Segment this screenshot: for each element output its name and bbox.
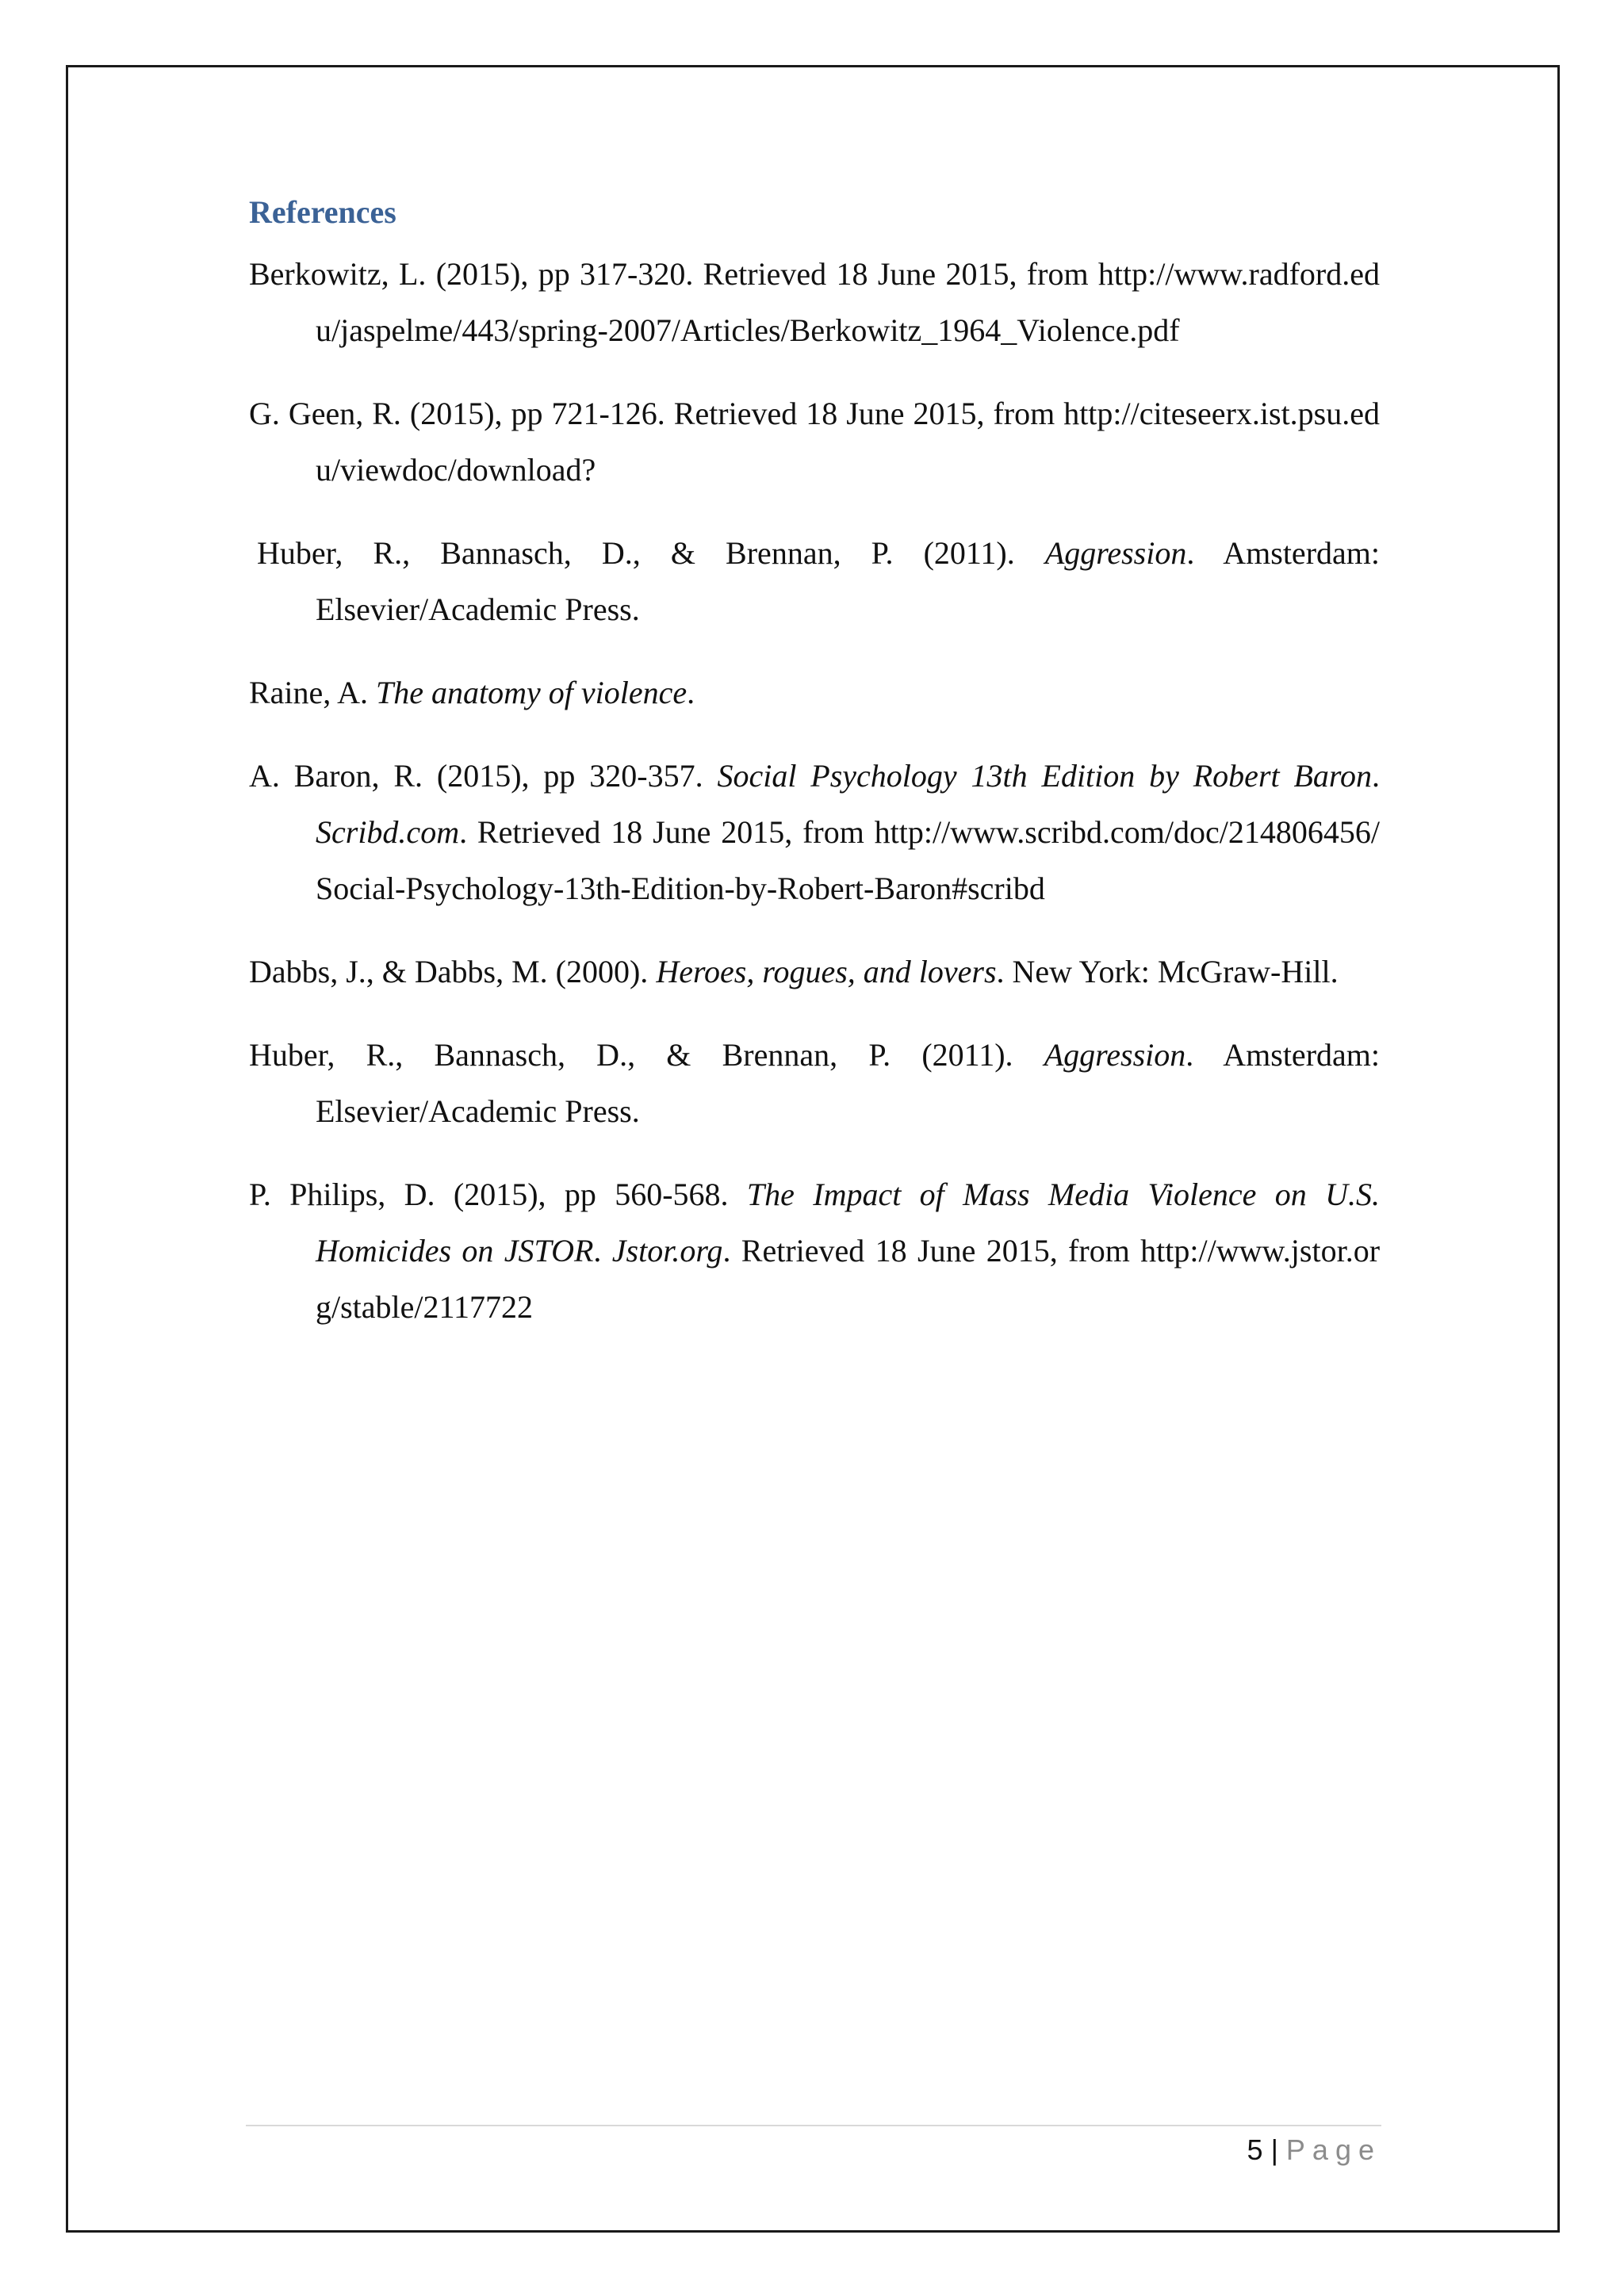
footer-divider	[246, 2125, 1381, 2126]
reference-site: Scribd.com	[316, 814, 460, 850]
reference-site: Jstor.org	[611, 1233, 723, 1269]
reference-url[interactable]: http://www.radford.edu/jaspelme/443/spring-2007/Articles/Berkowitz_1964_Violence.pdf	[316, 256, 1380, 348]
reference-publisher: . Amsterdam: Elsevier/Academic Press.	[316, 1037, 1380, 1129]
reference-entry	[249, 385, 1380, 498]
reference-title: Aggression	[1044, 535, 1187, 571]
reference-title: Aggression	[1044, 1037, 1186, 1073]
reference-retrieved: . Retrieved 18 June 2015, from	[459, 814, 875, 850]
reference-title: Social Psychology 13th Edition by Robert Baron	[717, 758, 1372, 794]
reference-text: Berkowitz, L. (2015), pp 317-320. Retrieved 18 June 2015, from	[249, 256, 1098, 292]
reference-tail: .	[687, 675, 695, 710]
reference-title: The Impact of Mass Media Violence on U.S. Homicides on JSTOR	[316, 1177, 1381, 1269]
reference-text: A. Baron, R. (2015), pp 320-357.	[249, 758, 718, 794]
reference-entry	[249, 943, 1380, 1000]
reference-entry	[249, 748, 1380, 916]
reference-title: The anatomy of violence	[375, 675, 688, 710]
reference-text: Raine, A.	[249, 675, 376, 710]
page-number: 5	[1247, 2133, 1263, 2166]
reference-entry	[249, 246, 1380, 358]
reference-text: Huber, R., Bannasch, D., & Brennan, P. (2011).	[257, 535, 1045, 571]
reference-publisher: . Amsterdam: Elsevier/Academic Press.	[316, 535, 1380, 627]
references-section	[249, 189, 1380, 1362]
reference-separator: .	[593, 1233, 612, 1269]
reference-url[interactable]: http://www.scribd.com/doc/214806456/Social-Psychology-13th-Edition-by-Robert-Baron#scribd	[316, 814, 1380, 906]
reference-url[interactable]: http://www.jstor.org/stable/2117722	[316, 1233, 1381, 1325]
page-footer	[1247, 2131, 1381, 2169]
reference-retrieved: . Retrieved 18 June 2015, from	[722, 1233, 1141, 1269]
reference-url[interactable]: http://citeseerx.ist.psu.edu/viewdoc/download?	[316, 396, 1380, 488]
references-heading: References	[249, 194, 396, 230]
reference-text: G. Geen, R. (2015), pp 721-126. Retrieved 18 June 2015, from	[249, 396, 1064, 431]
reference-publisher: . New York: McGraw-Hill.	[996, 954, 1339, 989]
reference-text: P. Philips, D. (2015), pp 560-568.	[249, 1177, 747, 1212]
page-label: Page	[1285, 2133, 1381, 2166]
reference-entry	[257, 525, 1380, 637]
reference-entry	[249, 664, 1380, 721]
reference-entry	[249, 1027, 1380, 1139]
reference-entry	[249, 1166, 1380, 1335]
footer-separator: |	[1270, 2133, 1278, 2166]
reference-text: Huber, R., Bannasch, D., & Brennan, P. (2011).	[249, 1037, 1044, 1073]
reference-separator: .	[1372, 758, 1380, 794]
reference-title: Heroes, rogues, and lovers	[656, 954, 997, 989]
reference-text: Dabbs, J., & Dabbs, M. (2000).	[249, 954, 657, 989]
